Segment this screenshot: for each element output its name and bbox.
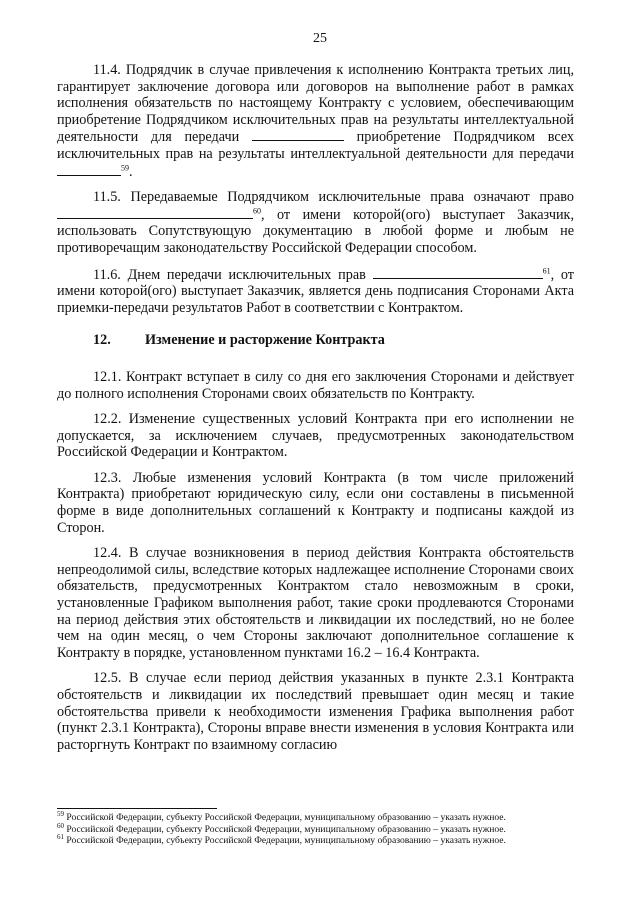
footnote-number: 59 — [57, 809, 64, 818]
paragraph-number: 12.4. — [93, 545, 122, 562]
section-heading — [57, 332, 574, 349]
page-content — [57, 62, 574, 762]
footnote-number: 60 — [57, 821, 64, 830]
paragraph-text: В случае возникновения в период действия Контракта обстоятельств непреодолимой силы, вследствие которых надлежащее исполнение Сторонами своих обязательств, предусмотренных Контрактом стало невозможным в сроки, установленные Графиком выполнения работ, такие сроки продлеваются Сторонами на период действия этих обстоятельств и ликвидации их последствий, но не более чем на один месяц, о чем Стороны заключают дополнительное соглашение к Контракту в порядке, установленном пунктами 16.2 – 16.4 Контракта. — [57, 545, 574, 661]
paragraph-12-4 — [57, 545, 574, 661]
paragraph-text: Изменение существенных условий Контракта при его исполнении не допускается, за исключением случаев, предусмотренных законодательством Российской Федерации и Контрактом. — [57, 411, 574, 461]
paragraph-12-5 — [57, 670, 574, 753]
footnote-text: Российской Федерации, субъекту Российской Федерации, муниципальному образованию – указать нужное. — [66, 812, 506, 823]
fill-in-blank — [57, 163, 121, 176]
footnote-ref: 60 — [253, 206, 261, 216]
footnote — [57, 835, 574, 847]
paragraph-text: , от имени которой(ого) выступает Заказчик, использовать Сопутствующую документацию в любой форме и любым не противоречащим законодательству Российской Федерации способом. — [57, 206, 574, 256]
paragraph-text: приобретение Подрядчиком всех исключительных прав на результаты интеллектуальной деятельности для передачи — [57, 129, 575, 162]
paragraph-11-6 — [57, 266, 574, 317]
footnote-text: Российской Федерации, субъекту Российской Федерации, муниципальному образованию – указать нужное. — [66, 823, 506, 835]
paragraph-text: , от имени которой(ого) выступает Заказчик, является день подписания Сторонами Акта приемки-передачи результатов Работ в соответствии с Контрактом. — [57, 266, 575, 316]
fill-in-blank — [57, 206, 253, 219]
paragraph-text: Подрядчик в случае привлечения к исполнению Контракта третьих лиц, гарантирует заключение договора или договоров на выполнение работ в рамках исполнения обязательств по настоящему Контракту с условием, обеспечивающим приобретение Подрядчиком исключительных прав на результаты интеллектуальной деятельности для передачи — [57, 62, 575, 146]
footnote-text: Российской Федерации, субъекту Российской Федерации, муниципальному образованию – указать нужное. — [66, 835, 506, 847]
paragraph-number: 12.1. — [93, 368, 122, 385]
fill-in-blank — [252, 128, 344, 141]
paragraph-12-3 — [57, 470, 574, 536]
footnotes — [57, 809, 574, 847]
paragraph-text: Любые изменения условий Контракта (в том числе приложений Контракта) приобретают юридическую силу, если они составлены в письменной форме в виде дополнительных соглашений к Контракту и подписаны каждой из Сторон. — [57, 469, 575, 536]
section-number: 12. — [93, 332, 111, 349]
paragraph-text: В случае если период действия указанных в пункте 2.3.1 Контракта обстоятельств и ликвидации их последствий превышает один месяц и такие обстоятельства привели к необходимости изменения Графика выполнения работ (пункт 2.3.1 Контракта), Стороны вправе внести изменения в условия Контракта или расторгнуть Контракт по взаимному согласию — [57, 670, 575, 753]
footnote-ref: 61 — [542, 265, 551, 275]
page-number: 25 — [313, 31, 327, 46]
paragraph-number: 11.4. — [93, 62, 121, 78]
paragraph-number: 12.3. — [93, 469, 122, 486]
paragraph-number: 11.6. — [93, 266, 121, 283]
section-title: Изменение и расторжение Контракта — [145, 332, 385, 349]
paragraph-number: 12.2. — [93, 411, 122, 428]
footnote-number: 61 — [57, 833, 64, 841]
paragraph-text: Контракт вступает в силу со дня его заключения Сторонами и действует до полного исполнения Сторонами своих обязательств по Контракту. — [57, 368, 574, 402]
paragraph-11-4 — [57, 62, 574, 180]
paragraph-end: . — [129, 163, 133, 180]
footnote-ref: 59 — [121, 162, 129, 172]
paragraph-number: 12.5. — [93, 670, 122, 687]
paragraph-number: 11.5. — [93, 189, 121, 206]
paragraph-text: Днем передачи исключительных прав — [127, 266, 366, 283]
footnote — [57, 821, 574, 836]
paragraph-12-2 — [57, 411, 574, 461]
paragraph-11-5 — [57, 189, 574, 256]
fill-in-blank — [373, 266, 543, 279]
footnote-divider — [57, 808, 217, 809]
paragraph-text: Передаваемые Подрядчиком исключительные права означают право — [130, 189, 575, 206]
footnote — [57, 809, 574, 824]
paragraph-12-1 — [57, 369, 574, 402]
